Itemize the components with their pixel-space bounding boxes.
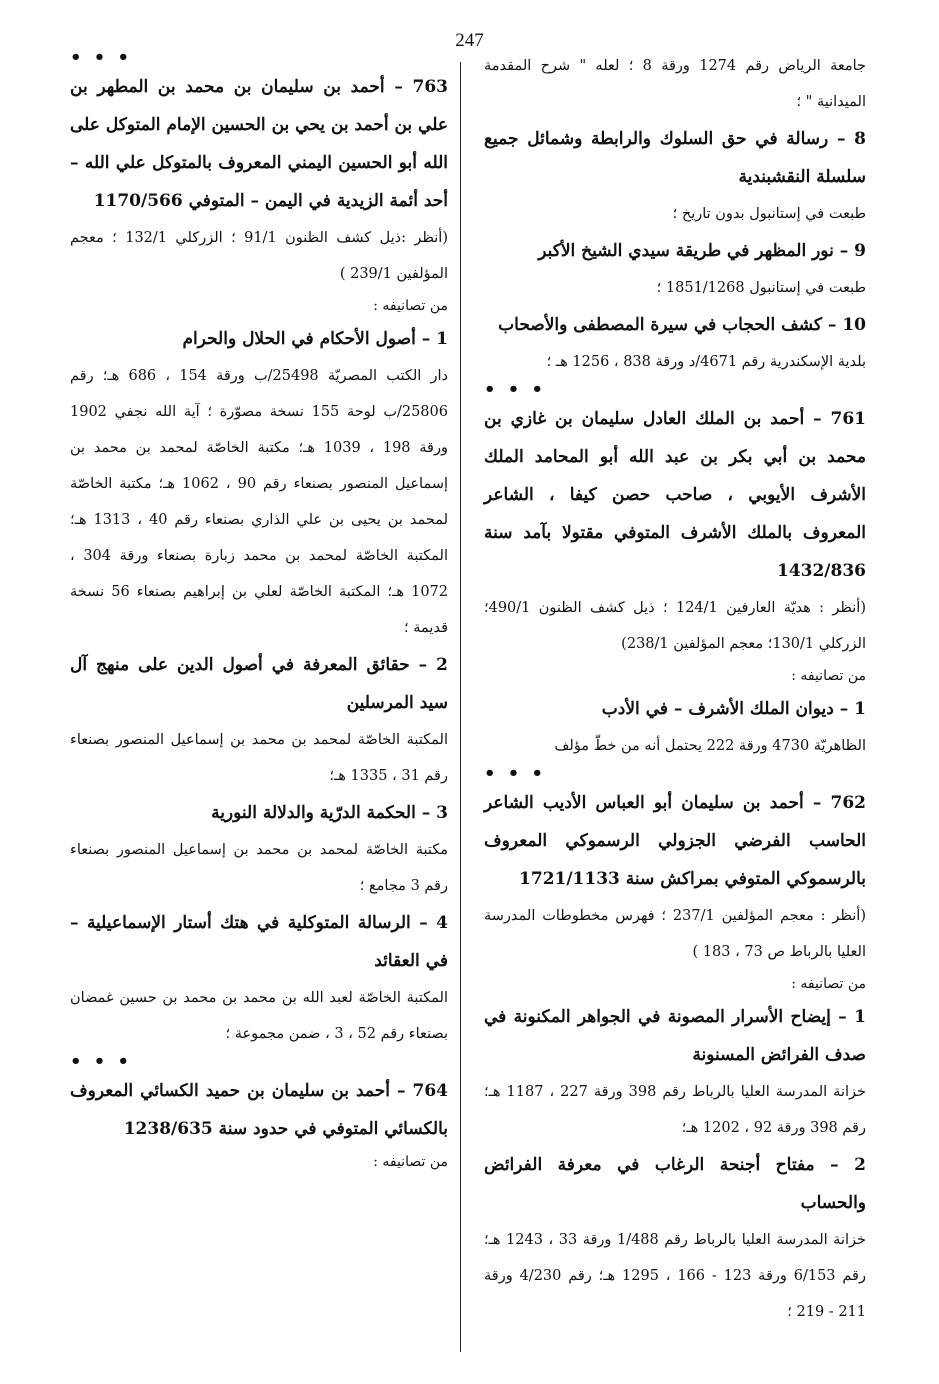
- works-heading: من تصانيفه :: [373, 298, 448, 314]
- manuscript-location: طبعت في إستانبول بدون تاريخ ؛: [672, 206, 866, 222]
- manuscript-location: خزانة المدرسة العليا بالرباط رقم 1/488 ورقة 33 ، 1243 هـ؛ رقم 6/153 ورقة 123 - 166 ، 1295 هـ؛ رقم 4/230 ورقة 211 - 219 ؛: [484, 1232, 866, 1320]
- page-number: 247: [455, 30, 484, 51]
- manuscript-location: دار الكتب المصريّة 25498/ب ورقة 154 ، 686 هـ؛ رقم 25806/ب لوحة 155 نسخة مصوّرة ؛ آية الله نجفي 1902 ورقة 198 ، 1039 هـ؛ مكتبة الخاصّة لمحمد بن محمد بن إسماعيل المنصور بصنعاء رقم 90 ، 1062 هـ؛ مكتبة الخاصّة لمحمد بن يحيى بن علي الذاري بصنعاء رقم 40 ، 1313 هـ؛ المكتبة الخاصّة لمحمد بن محمد زبارة بصنعاء ورقة 304 ، 1072 هـ؛ المكتبة الخاصّة لعلي بن إبراهيم بصنعاء 56 نسخة قديمة ؛: [70, 368, 449, 636]
- section-separator: • • •: [70, 1051, 133, 1072]
- manuscript-location: المكتبة الخاصّة لمحمد بن محمد بن إسماعيل المنصور بصنعاء رقم 31 ، 1335 هـ؛: [70, 732, 448, 784]
- left-column: [70, 48, 448, 1176]
- manuscript-location: طبعت في إستانبول 1851/1268 ؛: [656, 280, 866, 296]
- section-separator: • • •: [484, 379, 547, 400]
- reference-note: (أنظر : هديّة العارفين 124/1 ؛ ذيل كشف الظنون 490/1؛ الزركلي 130/1؛ معجم المؤلفين 238/1): [484, 600, 866, 652]
- work-title: 1 – ديوان الملك الأشرف – في الأدب: [601, 699, 866, 719]
- work-title: 1 – أصول الأحكام في الحلال والحرام: [182, 329, 448, 349]
- right-column: [484, 48, 866, 1330]
- author-entry: 761 – أحمد بن الملك العادل سليمان بن غازي بن محمد بن أبي بكر بن عبد الله أبو المحامد الملك الأشرف الأيوبي ، صاحب حصن كيفا ، الشاعر المعروف بالملك الأشرف المتوفي مقتولا بآمد سنة 1432/836: [484, 409, 866, 581]
- manuscript-location: بلدية الإسكندرية رقم 4671/د ورقة 838 ، 1256 هـ ؛: [546, 354, 866, 370]
- section-separator: • • •: [70, 47, 133, 68]
- work-title: 3 – الحكمة الدرّية والدلالة النورية: [211, 803, 448, 823]
- work-title: 9 – نور المظهر في طريقة سيدي الشيخ الأكبر: [538, 241, 866, 261]
- reference-note: (أنظر : معجم المؤلفين 237/1 ؛ فهرس مخطوطات المدرسة العليا بالرباط ص 73 ، 183 ): [484, 908, 866, 960]
- manuscript-location: خزانة المدرسة العليا بالرباط رقم 398 ورقة 227 ، 1187 هـ؛ رقم 398 ورقة 92 ، 1202 هـ؛: [484, 1084, 866, 1136]
- author-entry: 764 – أحمد بن سليمان بن حميد الكسائي المعروف بالكسائي المتوفي في حدود سنة 1238/635: [70, 1081, 448, 1139]
- manuscript-location: الظاهريّة 4730 ورقة 222 يحتمل أنه من خطّ مؤلف: [554, 738, 866, 754]
- work-title: 2 – حقائق المعرفة في أصول الدين على منهج آل سيد المرسلين: [70, 655, 448, 713]
- manuscript-location: مكتبة الخاصّة لمحمد بن محمد بن إسماعيل المنصور بصنعاء رقم 3 مجامع ؛: [70, 842, 448, 894]
- work-title: 1 – إيضاح الأسرار المصونة في الجواهر المكنونة في صدف الفرائض المسنونة: [484, 1007, 866, 1065]
- reference-note: (أنظر :ذيل كشف الظنون 91/1 ؛ الزركلي 132/1 ؛ معجم المؤلفين 239/1 ): [70, 230, 448, 282]
- work-title: 2 – مفتاح أجنحة الرغاب في معرفة الفرائض والحساب: [484, 1155, 866, 1213]
- works-heading: من تصانيفه :: [791, 976, 866, 992]
- column-divider: [460, 62, 461, 1352]
- work-title: 8 – رسالة في حق السلوك والرابطة وشمائل جميع سلسلة النقشبندية: [484, 129, 866, 187]
- works-heading: من تصانيفه :: [791, 668, 866, 684]
- author-entry: 763 – أحمد بن سليمان بن محمد بن المطهر بن علي بن أحمد بن يحي بن الحسين الإمام المتوكل على الله أبو الحسين اليمني المعروف بالمتوكل علي الله – أحد أئمة الزيدية في اليمن – المتوفي 1170/566: [70, 77, 448, 211]
- work-title: 10 – كشف الحجاب في سيرة المصطفى والأصحاب: [498, 315, 866, 335]
- work-title: 4 – الرسالة المتوكلية في هتك أستار الإسماعيلية – في العقائد: [70, 913, 448, 971]
- manuscript-location: المكتبة الخاصّة لعبد الله بن محمد بن محمد بن حسين غمضان بصنعاء رقم 52 ، 3 ، ضمن مجموعة ؛: [70, 990, 448, 1042]
- manuscript-location: جامعة الرياض رقم 1274 ورقة 8 ؛ لعله " شرح المقدمة الميدانية " ؛: [484, 58, 867, 110]
- works-heading: من تصانيفه :: [373, 1154, 448, 1170]
- section-separator: • • •: [484, 763, 547, 784]
- author-entry: 762 – أحمد بن سليمان أبو العباس الأديب الشاعر الحاسب الفرضي الجزولي الرسموكي المعروف بالرسموكي المتوفي بمراكش سنة 1721/1133: [484, 793, 866, 889]
